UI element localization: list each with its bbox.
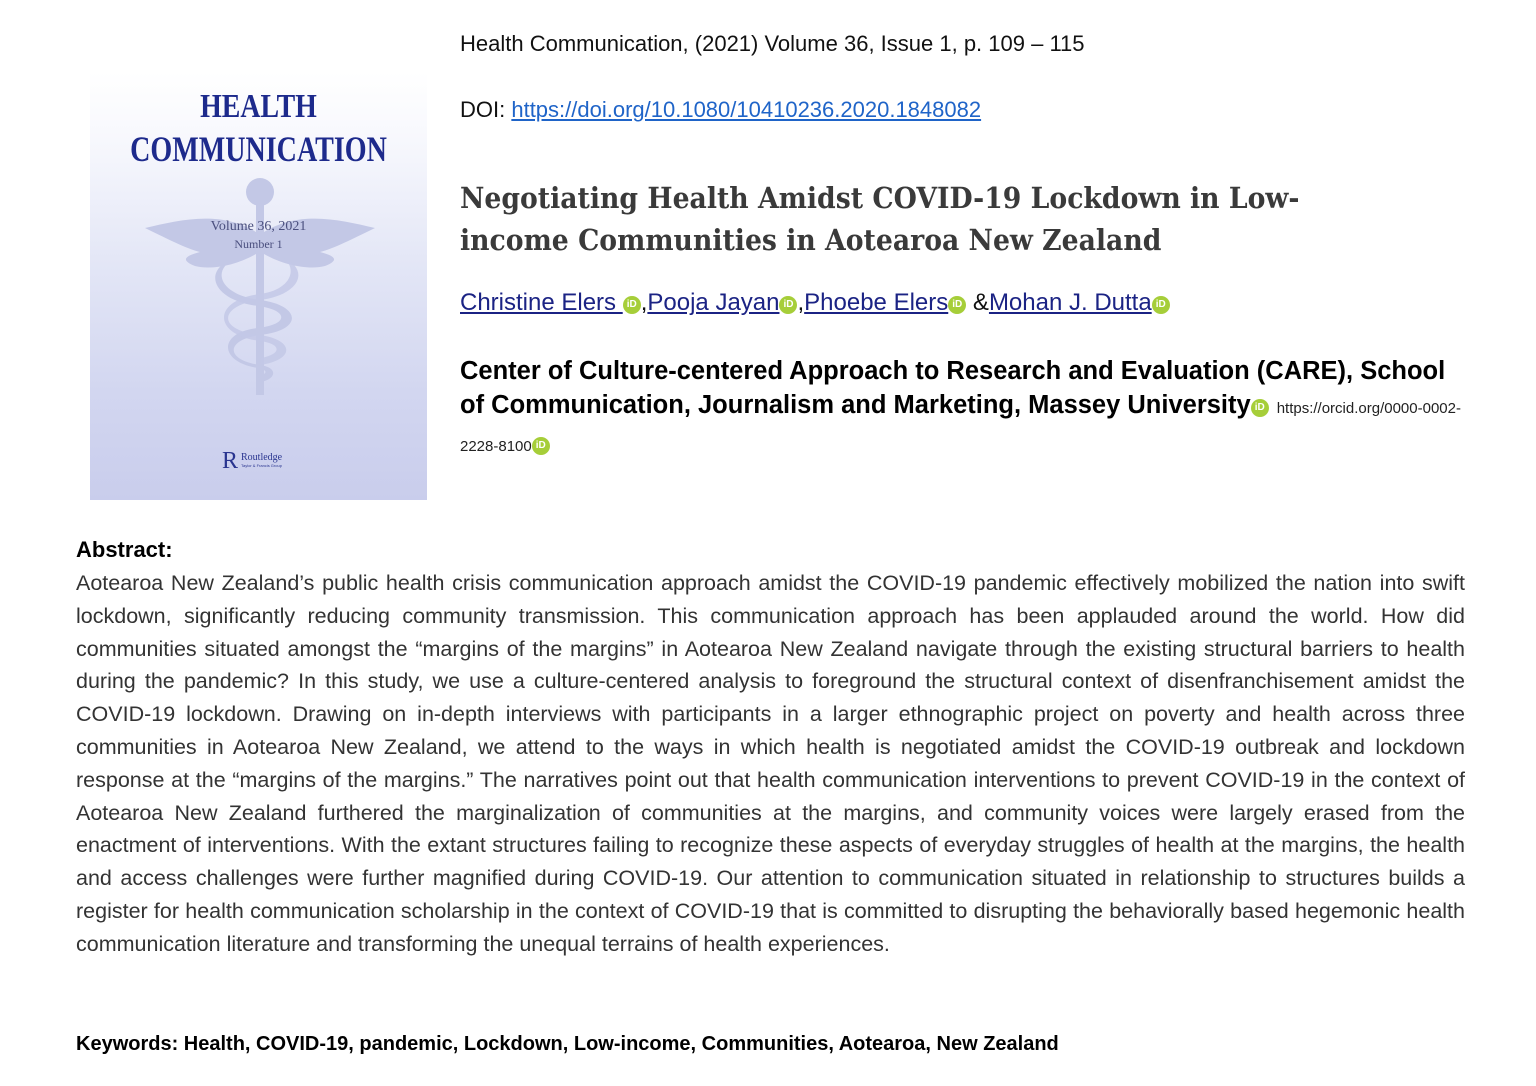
affiliation [460, 354, 1470, 464]
doi-label: DOI: [460, 97, 512, 122]
orcid-icon[interactable]: iD [1152, 296, 1170, 314]
author-link-mohan-dutta[interactable]: Mohan J. Dutta [988, 289, 1152, 316]
orcid-icon[interactable]: iD [623, 296, 641, 314]
orcid-icon[interactable]: iD [779, 296, 797, 314]
abstract-body: Aotearoa New Zealand’s public health crisis communication approach amidst the COVID-19 pandemic effectively mobilized the nation into swift lockdown, significantly reducing community transmission. This communication approach has been applauded around the world. How did communities situated amongst the “margins of the margins” in Aotearoa New Zealand navigate through the existing structural barriers to health during the pandemic? In this study, we use a culture-centered analysis to foreground the structural context of disenfranchisement amidst the COVID-19 lockdown. Drawing on in-depth interviews with participants in a larger ethnographic project on poverty and health across three communities in Aotearoa New Zealand, we attend to the ways in which health is negotiated amidst the COVID-19 outbreak and lockdown response at the “margins of the margins.” The narratives point out that health communication interventions to prevent COVID-19 in the context of Aotearoa New Zealand furthered the marginalization of communities at the margins, and community voices were largely erased from the enactment of interventions. With the extant structures failing to recognize these aspects of everyday struggles of health at the margins, the health and access challenges were further magnified during COVID-19. Our attention to communication situated in relationship to structures builds a register for health communication scholarship in the context of COVID-19 that is committed to disrupting the behaviorally based hegemonic health communication literature and transforming the unequal terrains of health experiences. [76, 571, 1465, 956]
author-separator-and: & [966, 289, 989, 316]
cover-title-line2: COMMUNICATION [130, 129, 387, 169]
orcid-url[interactable]: https://orcid.org/0000-0002-2228-8100 [460, 400, 1461, 455]
doi-line [460, 97, 981, 123]
caduceus-icon [140, 170, 380, 400]
author-separator: , [640, 289, 648, 316]
cover-volume: Volume 36, 2021 [210, 219, 307, 234]
author-link-christine-elers[interactable]: Christine Elers [460, 289, 623, 316]
publisher-logo [222, 450, 282, 472]
orcid-icon[interactable]: iD [532, 437, 550, 455]
cover-number: Number 1 [234, 237, 283, 251]
author-separator: , [797, 289, 805, 316]
orcid-icon[interactable]: iD [948, 296, 966, 314]
affiliation-text: Center of Culture-centered Approach to Research and Evaluation (CARE), School of Communication, Journalism and Marketing, Massey University [460, 357, 1446, 419]
publisher-subtitle: Taylor & Francis Group [241, 463, 282, 468]
doi-link[interactable]: https://doi.org/10.1080/10410236.2020.1848082 [511, 97, 982, 122]
journal-citation: Health Communication, (2021) Volume 36, Issue 1, p. 109 – 115 [460, 31, 1085, 56]
publisher-name: Routledge [241, 452, 283, 463]
routledge-r-icon: R [222, 448, 239, 474]
keywords: Keywords: Health, COVID-19, pandemic, Lockdown, Low-income, Communities, Aotearoa, New Zealand [76, 1033, 1059, 1055]
orcid-icon[interactable]: iD [1251, 399, 1269, 417]
abstract-heading: Abstract: [76, 537, 173, 562]
author-list [460, 289, 1170, 317]
author-link-phoebe-elers[interactable]: Phoebe Elers [804, 289, 949, 316]
cover-title-line1: HEALTH [200, 88, 317, 125]
journal-cover-image [90, 72, 427, 500]
author-link-pooja-jayan[interactable]: Pooja Jayan [647, 289, 780, 316]
paper-title: Negotiating Health Amidst COVID-19 Lockdown in Low-income Communities in Aotearoa New Zealand [460, 181, 1300, 258]
